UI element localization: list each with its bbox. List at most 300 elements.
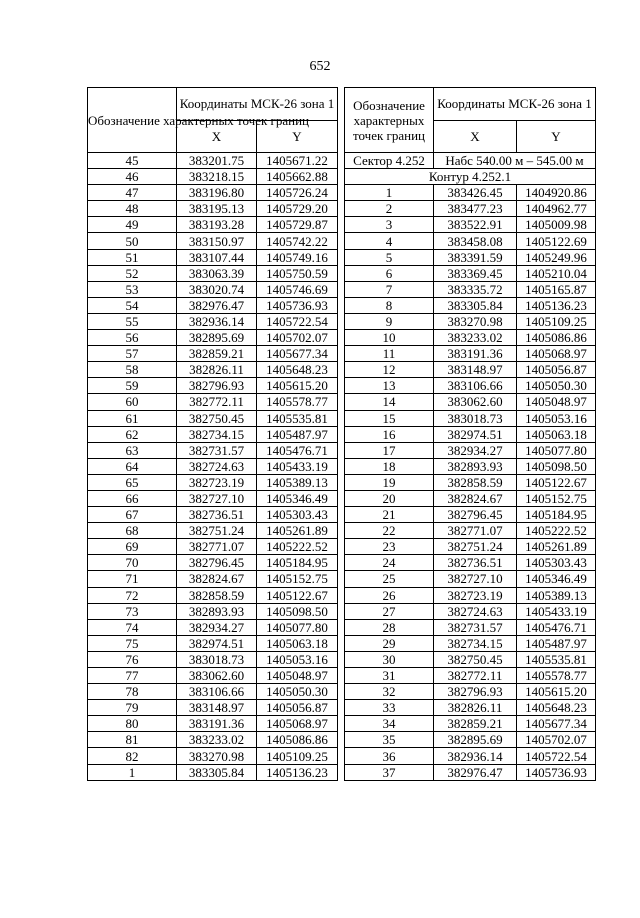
y-coordinate-cell: 1405578.77 bbox=[257, 394, 338, 410]
y-coordinate-cell: 1405750.59 bbox=[257, 265, 338, 281]
x-coordinate-cell: 382772.11 bbox=[434, 668, 517, 684]
x-coordinate-cell: 383106.66 bbox=[434, 378, 517, 394]
table-row bbox=[345, 684, 596, 700]
point-number-cell: 81 bbox=[88, 732, 177, 748]
table-row bbox=[345, 362, 596, 378]
table-row bbox=[88, 539, 338, 555]
point-number-cell: 4 bbox=[345, 233, 434, 249]
x-coordinate-cell: 382727.10 bbox=[177, 490, 257, 506]
point-number-cell: 65 bbox=[88, 474, 177, 490]
point-number-cell: 8 bbox=[345, 297, 434, 313]
table-row bbox=[345, 378, 596, 394]
designation-header: Обозначение характерных точек границ bbox=[88, 88, 177, 153]
y-coordinate-cell: 1405389.13 bbox=[517, 587, 596, 603]
x-coordinate-cell: 383335.72 bbox=[434, 281, 517, 297]
table-row bbox=[88, 603, 338, 619]
table-row bbox=[88, 684, 338, 700]
table-row bbox=[88, 233, 338, 249]
x-coordinate-cell: 382858.59 bbox=[434, 474, 517, 490]
x-coordinate-cell: 382893.93 bbox=[434, 458, 517, 474]
point-number-cell: 52 bbox=[88, 265, 177, 281]
point-number-cell: 23 bbox=[345, 539, 434, 555]
x-coordinate-cell: 383191.36 bbox=[177, 716, 257, 732]
table-row bbox=[345, 668, 596, 684]
x-coordinate-cell: 382974.51 bbox=[434, 426, 517, 442]
point-number-cell: 7 bbox=[345, 281, 434, 297]
table-row bbox=[345, 603, 596, 619]
x-coordinate-cell: 382734.15 bbox=[434, 635, 517, 651]
x-coordinate-cell: 383233.02 bbox=[434, 330, 517, 346]
table-row bbox=[88, 153, 338, 169]
y-coordinate-cell: 1404920.86 bbox=[517, 185, 596, 201]
table-row bbox=[88, 619, 338, 635]
x-coordinate-cell: 383148.97 bbox=[434, 362, 517, 378]
point-number-cell: 22 bbox=[345, 523, 434, 539]
y-coordinate-cell: 1405476.71 bbox=[257, 442, 338, 458]
table-row bbox=[88, 587, 338, 603]
table-row bbox=[88, 217, 338, 233]
x-coordinate-cell: 382859.21 bbox=[434, 716, 517, 732]
y-coordinate-cell: 1404962.77 bbox=[517, 201, 596, 217]
point-number-cell: 61 bbox=[88, 410, 177, 426]
point-number-cell: 63 bbox=[88, 442, 177, 458]
table-row bbox=[345, 426, 596, 442]
y-coordinate-cell: 1405249.96 bbox=[517, 249, 596, 265]
point-number-cell: 36 bbox=[345, 748, 434, 764]
y-coordinate-cell: 1405648.23 bbox=[257, 362, 338, 378]
x-coordinate-cell: 382723.19 bbox=[434, 587, 517, 603]
y-coordinate-cell: 1405476.71 bbox=[517, 619, 596, 635]
x-coordinate-cell: 382858.59 bbox=[177, 587, 257, 603]
x-coordinate-cell: 383270.98 bbox=[434, 313, 517, 329]
point-number-cell: 25 bbox=[345, 571, 434, 587]
point-number-cell: 48 bbox=[88, 201, 177, 217]
y-coordinate-cell: 1405729.87 bbox=[257, 217, 338, 233]
table-row bbox=[88, 297, 338, 313]
y-coordinate-cell: 1405048.97 bbox=[517, 394, 596, 410]
y-coordinate-cell: 1405152.75 bbox=[517, 490, 596, 506]
table-row bbox=[88, 169, 338, 185]
point-number-cell: 26 bbox=[345, 587, 434, 603]
table-row bbox=[88, 201, 338, 217]
table-row bbox=[88, 394, 338, 410]
y-coordinate-cell: 1405702.07 bbox=[517, 732, 596, 748]
table-row bbox=[345, 635, 596, 651]
y-coordinate-cell: 1405303.43 bbox=[517, 555, 596, 571]
table-row bbox=[345, 394, 596, 410]
table-row bbox=[88, 474, 338, 490]
y-coordinate-cell: 1405098.50 bbox=[517, 458, 596, 474]
sector-row bbox=[345, 153, 596, 169]
y-coordinate-cell: 1405677.34 bbox=[517, 716, 596, 732]
point-number-cell: 28 bbox=[345, 619, 434, 635]
table-row bbox=[345, 732, 596, 748]
table-row bbox=[345, 523, 596, 539]
point-number-cell: 47 bbox=[88, 185, 177, 201]
x-coordinate-cell: 383018.73 bbox=[177, 651, 257, 667]
table-row bbox=[88, 362, 338, 378]
y-coordinate-cell: 1405535.81 bbox=[517, 651, 596, 667]
y-coordinate-cell: 1405056.87 bbox=[257, 700, 338, 716]
table-row bbox=[88, 185, 338, 201]
x-coordinate-cell: 382934.27 bbox=[434, 442, 517, 458]
point-number-cell: 82 bbox=[88, 748, 177, 764]
y-coordinate-cell: 1405648.23 bbox=[517, 700, 596, 716]
point-number-cell: 16 bbox=[345, 426, 434, 442]
point-number-cell: 9 bbox=[345, 313, 434, 329]
table-row bbox=[345, 555, 596, 571]
table-row bbox=[88, 651, 338, 667]
point-number-cell: 21 bbox=[345, 507, 434, 523]
point-number-cell: 72 bbox=[88, 587, 177, 603]
point-number-cell: 35 bbox=[345, 732, 434, 748]
x-coordinate-cell: 382976.47 bbox=[177, 297, 257, 313]
y-coordinate-cell: 1405736.93 bbox=[257, 297, 338, 313]
point-number-cell: 51 bbox=[88, 249, 177, 265]
page-number: 652 bbox=[309, 59, 331, 74]
table-row bbox=[345, 410, 596, 426]
point-number-cell: 56 bbox=[88, 330, 177, 346]
x-coordinate-cell: 382796.93 bbox=[434, 684, 517, 700]
point-number-cell: 24 bbox=[345, 555, 434, 571]
right-coordinates-table bbox=[344, 87, 596, 781]
point-number-cell: 19 bbox=[345, 474, 434, 490]
point-number-cell: 1 bbox=[88, 764, 177, 780]
y-coordinate-cell: 1405346.49 bbox=[257, 490, 338, 506]
point-number-cell: 29 bbox=[345, 635, 434, 651]
point-number-cell: 10 bbox=[345, 330, 434, 346]
x-coordinate-cell: 383522.91 bbox=[434, 217, 517, 233]
y-coordinate-cell: 1405086.86 bbox=[517, 330, 596, 346]
x-coordinate-cell: 382824.67 bbox=[177, 571, 257, 587]
left-table-body bbox=[88, 153, 338, 781]
y-coordinate-cell: 1405736.93 bbox=[517, 764, 596, 780]
x-coordinate-cell: 382734.15 bbox=[177, 426, 257, 442]
point-number-cell: 3 bbox=[345, 217, 434, 233]
point-number-cell: 60 bbox=[88, 394, 177, 410]
point-number-cell: 49 bbox=[88, 217, 177, 233]
point-number-cell: 20 bbox=[345, 490, 434, 506]
y-header: Y bbox=[257, 120, 338, 153]
table-row bbox=[345, 619, 596, 635]
point-number-cell: 1 bbox=[345, 185, 434, 201]
table-row bbox=[88, 410, 338, 426]
y-coordinate-cell: 1405722.54 bbox=[257, 313, 338, 329]
x-coordinate-cell: 382771.07 bbox=[177, 539, 257, 555]
y-coordinate-cell: 1405433.19 bbox=[517, 603, 596, 619]
x-coordinate-cell: 383201.75 bbox=[177, 153, 257, 169]
table-row bbox=[345, 265, 596, 281]
table-row bbox=[88, 523, 338, 539]
y-coordinate-cell: 1405346.49 bbox=[517, 571, 596, 587]
y-header: Y bbox=[517, 120, 596, 153]
table-row bbox=[88, 249, 338, 265]
point-number-cell: 59 bbox=[88, 378, 177, 394]
x-coordinate-cell: 383305.84 bbox=[434, 297, 517, 313]
y-coordinate-cell: 1405136.23 bbox=[257, 764, 338, 780]
table-row bbox=[88, 378, 338, 394]
table-row bbox=[345, 700, 596, 716]
y-coordinate-cell: 1405109.25 bbox=[517, 313, 596, 329]
point-number-cell: 62 bbox=[88, 426, 177, 442]
y-coordinate-cell: 1405122.67 bbox=[257, 587, 338, 603]
table-row bbox=[345, 297, 596, 313]
x-coordinate-cell: 382731.57 bbox=[434, 619, 517, 635]
point-number-cell: 14 bbox=[345, 394, 434, 410]
x-coordinate-cell: 382859.21 bbox=[177, 346, 257, 362]
y-coordinate-cell: 1405109.25 bbox=[257, 748, 338, 764]
table-row bbox=[345, 748, 596, 764]
point-number-cell: 78 bbox=[88, 684, 177, 700]
table-row bbox=[345, 458, 596, 474]
table-row bbox=[88, 281, 338, 297]
y-coordinate-cell: 1405056.87 bbox=[517, 362, 596, 378]
x-coordinate-cell: 383458.08 bbox=[434, 233, 517, 249]
point-number-cell: 64 bbox=[88, 458, 177, 474]
point-number-cell: 80 bbox=[88, 716, 177, 732]
x-coordinate-cell: 382974.51 bbox=[177, 635, 257, 651]
table-row bbox=[345, 764, 596, 780]
x-coordinate-cell: 382750.45 bbox=[434, 651, 517, 667]
table-row bbox=[345, 474, 596, 490]
x-coordinate-cell: 383191.36 bbox=[434, 346, 517, 362]
y-coordinate-cell: 1405053.16 bbox=[517, 410, 596, 426]
y-coordinate-cell: 1405742.22 bbox=[257, 233, 338, 249]
point-number-cell: 5 bbox=[345, 249, 434, 265]
point-number-cell: 75 bbox=[88, 635, 177, 651]
x-coordinate-cell: 383270.98 bbox=[177, 748, 257, 764]
table-row bbox=[345, 442, 596, 458]
point-number-cell: 55 bbox=[88, 313, 177, 329]
point-number-cell: 6 bbox=[345, 265, 434, 281]
point-number-cell: 15 bbox=[345, 410, 434, 426]
x-coordinate-cell: 382796.45 bbox=[434, 507, 517, 523]
y-coordinate-cell: 1405726.24 bbox=[257, 185, 338, 201]
point-number-cell: 77 bbox=[88, 668, 177, 684]
table-row bbox=[88, 507, 338, 523]
y-coordinate-cell: 1405615.20 bbox=[257, 378, 338, 394]
x-coordinate-cell: 382895.69 bbox=[177, 330, 257, 346]
y-coordinate-cell: 1405063.18 bbox=[517, 426, 596, 442]
table-row bbox=[88, 748, 338, 764]
x-coordinate-cell: 383426.45 bbox=[434, 185, 517, 201]
y-coordinate-cell: 1405050.30 bbox=[257, 684, 338, 700]
table-row bbox=[345, 330, 596, 346]
y-coordinate-cell: 1405261.89 bbox=[517, 539, 596, 555]
y-coordinate-cell: 1405746.69 bbox=[257, 281, 338, 297]
table-row bbox=[88, 265, 338, 281]
table-row bbox=[345, 217, 596, 233]
table-row bbox=[345, 587, 596, 603]
table-row bbox=[345, 716, 596, 732]
x-coordinate-cell: 382895.69 bbox=[434, 732, 517, 748]
table-row bbox=[88, 571, 338, 587]
y-coordinate-cell: 1405077.80 bbox=[517, 442, 596, 458]
x-coordinate-cell: 383150.97 bbox=[177, 233, 257, 249]
y-coordinate-cell: 1405615.20 bbox=[517, 684, 596, 700]
x-coordinate-cell: 382736.51 bbox=[434, 555, 517, 571]
table-row bbox=[88, 764, 338, 780]
y-coordinate-cell: 1405009.98 bbox=[517, 217, 596, 233]
point-number-cell: 46 bbox=[88, 169, 177, 185]
point-number-cell: 34 bbox=[345, 716, 434, 732]
table-row bbox=[345, 490, 596, 506]
x-coordinate-cell: 382936.14 bbox=[177, 313, 257, 329]
point-number-cell: 69 bbox=[88, 539, 177, 555]
y-coordinate-cell: 1405050.30 bbox=[517, 378, 596, 394]
point-number-cell: 33 bbox=[345, 700, 434, 716]
x-coordinate-cell: 382936.14 bbox=[434, 748, 517, 764]
contour-label: Контур 4.252.1 bbox=[345, 169, 596, 185]
x-coordinate-cell: 382976.47 bbox=[434, 764, 517, 780]
left-coordinates-table bbox=[87, 87, 338, 781]
table-row bbox=[88, 346, 338, 362]
y-coordinate-cell: 1405184.95 bbox=[517, 507, 596, 523]
x-coordinate-cell: 382750.45 bbox=[177, 410, 257, 426]
table-row bbox=[88, 458, 338, 474]
table-row bbox=[345, 233, 596, 249]
y-coordinate-cell: 1405136.23 bbox=[517, 297, 596, 313]
y-coordinate-cell: 1405210.04 bbox=[517, 265, 596, 281]
point-number-cell: 11 bbox=[345, 346, 434, 362]
point-number-cell: 37 bbox=[345, 764, 434, 780]
point-number-cell: 50 bbox=[88, 233, 177, 249]
x-coordinate-cell: 383369.45 bbox=[434, 265, 517, 281]
x-coordinate-cell: 383233.02 bbox=[177, 732, 257, 748]
x-coordinate-cell: 383196.80 bbox=[177, 185, 257, 201]
x-coordinate-cell: 383018.73 bbox=[434, 410, 517, 426]
y-coordinate-cell: 1405578.77 bbox=[517, 668, 596, 684]
x-coordinate-cell: 382724.63 bbox=[177, 458, 257, 474]
table-row bbox=[88, 668, 338, 684]
table-row bbox=[88, 330, 338, 346]
y-coordinate-cell: 1405303.43 bbox=[257, 507, 338, 523]
point-number-cell: 73 bbox=[88, 603, 177, 619]
point-number-cell: 30 bbox=[345, 651, 434, 667]
table-row bbox=[345, 281, 596, 297]
y-coordinate-cell: 1405261.89 bbox=[257, 523, 338, 539]
y-coordinate-cell: 1405671.22 bbox=[257, 153, 338, 169]
y-coordinate-cell: 1405222.52 bbox=[517, 523, 596, 539]
y-coordinate-cell: 1405389.13 bbox=[257, 474, 338, 490]
right-table-body bbox=[345, 153, 596, 781]
x-coordinate-cell: 382723.19 bbox=[177, 474, 257, 490]
x-coordinate-cell: 383477.23 bbox=[434, 201, 517, 217]
table-row bbox=[345, 313, 596, 329]
x-coordinate-cell: 382724.63 bbox=[434, 603, 517, 619]
point-number-cell: 31 bbox=[345, 668, 434, 684]
y-coordinate-cell: 1405662.88 bbox=[257, 169, 338, 185]
point-number-cell: 45 bbox=[88, 153, 177, 169]
y-coordinate-cell: 1405122.69 bbox=[517, 233, 596, 249]
x-coordinate-cell: 382751.24 bbox=[177, 523, 257, 539]
x-coordinate-cell: 382796.45 bbox=[177, 555, 257, 571]
point-number-cell: 12 bbox=[345, 362, 434, 378]
point-number-cell: 17 bbox=[345, 442, 434, 458]
x-coordinate-cell: 382751.24 bbox=[434, 539, 517, 555]
y-coordinate-cell: 1405487.97 bbox=[517, 635, 596, 651]
table-row bbox=[345, 185, 596, 201]
x-coordinate-cell: 383148.97 bbox=[177, 700, 257, 716]
sector-height: Набс 540.00 м – 545.00 м bbox=[434, 153, 596, 169]
y-coordinate-cell: 1405152.75 bbox=[257, 571, 338, 587]
x-coordinate-cell: 382824.67 bbox=[434, 490, 517, 506]
x-coordinate-cell: 383218.15 bbox=[177, 169, 257, 185]
table-row bbox=[88, 716, 338, 732]
y-coordinate-cell: 1405098.50 bbox=[257, 603, 338, 619]
x-header: X bbox=[177, 120, 257, 153]
y-coordinate-cell: 1405165.87 bbox=[517, 281, 596, 297]
point-number-cell: 66 bbox=[88, 490, 177, 506]
x-coordinate-cell: 382826.11 bbox=[434, 700, 517, 716]
point-number-cell: 53 bbox=[88, 281, 177, 297]
x-coordinate-cell: 382893.93 bbox=[177, 603, 257, 619]
point-number-cell: 2 bbox=[345, 201, 434, 217]
table-row bbox=[88, 555, 338, 571]
y-coordinate-cell: 1405048.97 bbox=[257, 668, 338, 684]
x-coordinate-cell: 383106.66 bbox=[177, 684, 257, 700]
y-coordinate-cell: 1405068.97 bbox=[517, 346, 596, 362]
x-coordinate-cell: 383195.13 bbox=[177, 201, 257, 217]
x-coordinate-cell: 382796.93 bbox=[177, 378, 257, 394]
point-number-cell: 54 bbox=[88, 297, 177, 313]
x-coordinate-cell: 383305.84 bbox=[177, 764, 257, 780]
point-number-cell: 32 bbox=[345, 684, 434, 700]
point-number-cell: 79 bbox=[88, 700, 177, 716]
table-row bbox=[345, 651, 596, 667]
x-coordinate-cell: 383062.60 bbox=[177, 668, 257, 684]
table-row bbox=[345, 201, 596, 217]
y-coordinate-cell: 1405122.67 bbox=[517, 474, 596, 490]
point-number-cell: 70 bbox=[88, 555, 177, 571]
x-coordinate-cell: 383107.44 bbox=[177, 249, 257, 265]
y-coordinate-cell: 1405487.97 bbox=[257, 426, 338, 442]
x-coordinate-cell: 383391.59 bbox=[434, 249, 517, 265]
y-coordinate-cell: 1405184.95 bbox=[257, 555, 338, 571]
table-row bbox=[345, 346, 596, 362]
x-coordinate-cell: 382826.11 bbox=[177, 362, 257, 378]
x-coordinate-cell: 382772.11 bbox=[177, 394, 257, 410]
table-row bbox=[88, 426, 338, 442]
point-number-cell: 58 bbox=[88, 362, 177, 378]
x-coordinate-cell: 382934.27 bbox=[177, 619, 257, 635]
y-coordinate-cell: 1405722.54 bbox=[517, 748, 596, 764]
x-coordinate-cell: 382736.51 bbox=[177, 507, 257, 523]
y-coordinate-cell: 1405535.81 bbox=[257, 410, 338, 426]
point-number-cell: 74 bbox=[88, 619, 177, 635]
y-coordinate-cell: 1405677.34 bbox=[257, 346, 338, 362]
coordinates-header: Координаты МСК-26 зона 1 bbox=[177, 88, 338, 121]
point-number-cell: 67 bbox=[88, 507, 177, 523]
point-number-cell: 71 bbox=[88, 571, 177, 587]
x-header: X bbox=[434, 120, 517, 153]
table-row bbox=[88, 635, 338, 651]
y-coordinate-cell: 1405053.16 bbox=[257, 651, 338, 667]
x-coordinate-cell: 383062.60 bbox=[434, 394, 517, 410]
table-row bbox=[88, 700, 338, 716]
y-coordinate-cell: 1405086.86 bbox=[257, 732, 338, 748]
table-row bbox=[88, 732, 338, 748]
y-coordinate-cell: 1405702.07 bbox=[257, 330, 338, 346]
table-row bbox=[345, 249, 596, 265]
point-number-cell: 13 bbox=[345, 378, 434, 394]
x-coordinate-cell: 383063.39 bbox=[177, 265, 257, 281]
point-number-cell: 27 bbox=[345, 603, 434, 619]
y-coordinate-cell: 1405068.97 bbox=[257, 716, 338, 732]
y-coordinate-cell: 1405063.18 bbox=[257, 635, 338, 651]
y-coordinate-cell: 1405729.20 bbox=[257, 201, 338, 217]
point-number-cell: 57 bbox=[88, 346, 177, 362]
